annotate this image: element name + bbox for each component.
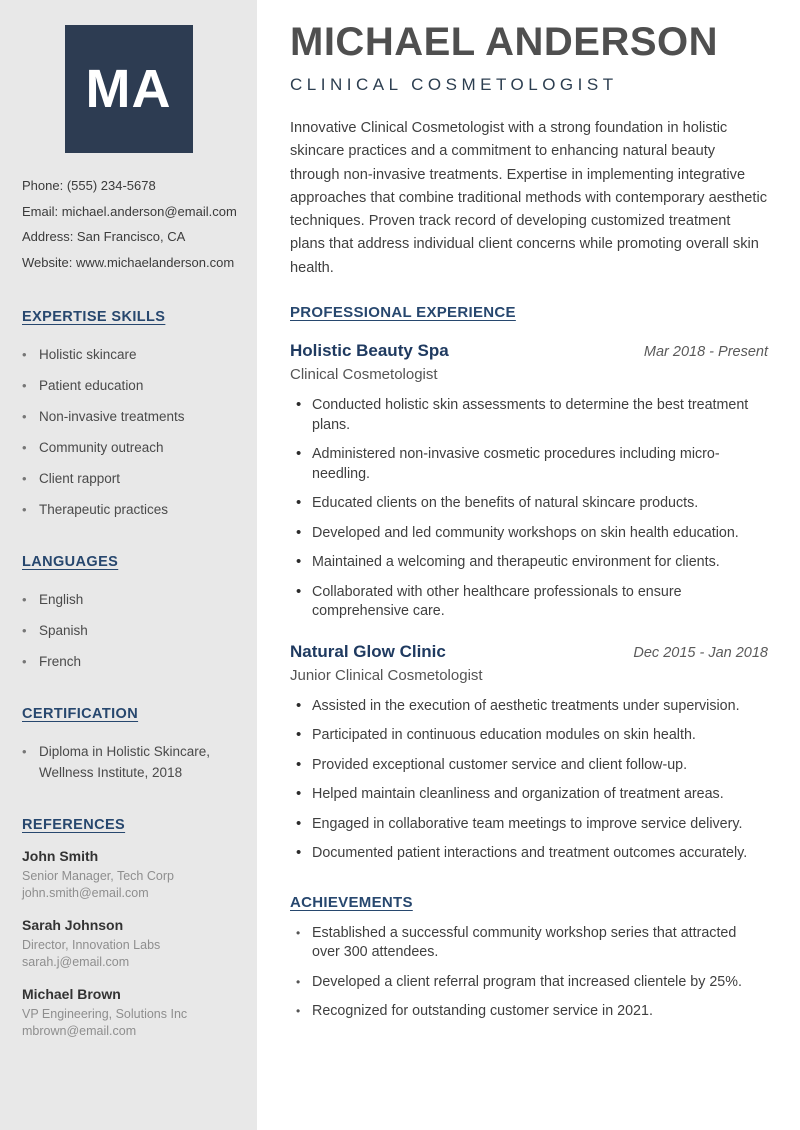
languages-list [22, 589, 235, 672]
reference-entry [22, 917, 235, 971]
achievements-heading: ACHIEVEMENTS [290, 893, 413, 911]
company-name: Natural Glow Clinic [290, 641, 446, 661]
summary-paragraph: Innovative Clinical Cosmetologist with a strong foundation in holistic skincare practices and a commitment to enhancing natural beauty through non-invasive treatments. Expertise in implementing integrative approaches that combine traditional methods with contemporary aesthetic techniques. Proven track record of developing customized treatment plans that address individual client concerns while promoting overall skin health. [290, 120, 767, 276]
list-item: • Spanish [22, 620, 235, 641]
bullet-item: • Documented patient interactions and treatment outcomes accurately. [290, 844, 768, 864]
achievements-list [290, 924, 768, 1022]
reference-role: Senior Manager, Tech Corp [22, 869, 174, 883]
bullet-item: • Established a successful community workshop series that attracted over 300 attendees. [290, 924, 768, 963]
contact-website: Website: www.michaelanderson.com [22, 254, 235, 270]
monogram-badge [65, 25, 193, 153]
bullet-item: • Administered non-invasive cosmetic procedures including micro-needling. [290, 445, 768, 484]
contact-email: Email: michael.anderson@email.com [22, 203, 237, 219]
reference-name: Sarah Johnson [22, 917, 124, 933]
bullet-item: • Recognized for outstanding customer service in 2021. [290, 1002, 768, 1022]
candidate-name: MICHAEL ANDERSON [290, 20, 719, 64]
bullet-item: • Collaborated with other healthcare professionals to ensure comprehensive care. [290, 583, 768, 622]
bullet-item: • Provided exceptional customer service and client follow-up. [290, 756, 768, 776]
contact-info [22, 173, 235, 275]
languages-heading: LANGUAGES [22, 554, 119, 570]
bullet-item: • Developed and led community workshops on skin health education. [290, 524, 768, 544]
company-name: Holistic Beauty Spa [290, 341, 449, 361]
list-item: • Patient education [22, 375, 235, 396]
reference-email: mbrown@email.com [22, 1024, 137, 1038]
certification-heading: CERTIFICATION [22, 706, 139, 722]
experience-heading: PROFESSIONAL EXPERIENCE [290, 304, 516, 322]
list-item: • Holistic skincare [22, 344, 235, 365]
contact-address: Address: San Francisco, CA [22, 229, 186, 244]
reference-entry [22, 848, 235, 902]
main-content [257, 0, 800, 1130]
bullet-item: • Assisted in the execution of aesthetic treatments under supervision. [290, 697, 768, 717]
job-dates: Dec 2015 - Jan 2018 [633, 644, 768, 661]
job-header [290, 341, 768, 361]
job-header [290, 642, 768, 662]
reference-email: john.smith@email.com [22, 886, 149, 900]
list-item: • Community outreach [22, 437, 235, 458]
reference-role: VP Engineering, Solutions Inc [22, 1007, 188, 1021]
bullet-item: • Maintained a welcoming and therapeutic environment for clients. [290, 553, 768, 573]
bullet-item: • Developed a client referral program that increased clientele by 25%. [290, 973, 768, 993]
reference-entry [22, 986, 235, 1040]
job-dates: Mar 2018 - Present [643, 344, 768, 361]
list-item: • English [22, 589, 235, 610]
monogram-initials: MA [85, 59, 172, 119]
job-bullets [290, 697, 768, 864]
skills-heading: EXPERTISE SKILLS [22, 309, 166, 325]
bullet-item: • Conducted holistic skin assessments to determine the best treatment plans. [290, 396, 768, 435]
reference-name: Michael Brown [22, 986, 121, 1002]
bullet-item: • Educated clients on the benefits of natural skincare products. [290, 494, 768, 514]
reference-email: sarah.j@email.com [22, 955, 130, 969]
list-item: • French [22, 651, 235, 672]
candidate-title: CLINICAL COSMETOLOGIST [290, 75, 618, 94]
bullet-item: • Helped maintain cleanliness and organization of treatment areas. [290, 785, 768, 805]
job-role: Clinical Cosmetologist [290, 366, 438, 384]
certification-list [22, 741, 235, 783]
skills-list [22, 344, 235, 520]
job-bullets [290, 396, 768, 622]
bullet-item: • Engaged in collaborative team meetings to improve service delivery. [290, 815, 768, 835]
reference-name: John Smith [22, 848, 99, 864]
experience-job [290, 642, 768, 864]
bullet-item: • Participated in continuous education modules on skin health. [290, 726, 768, 746]
list-item: • Therapeutic practices [22, 499, 235, 520]
contact-phone: Phone: (555) 234-5678 [22, 178, 156, 193]
list-item: • Diploma in Holistic Skincare, Wellness Institute, 2018 [22, 741, 235, 783]
list-item: • Client rapport [22, 468, 235, 489]
reference-role: Director, Innovation Labs [22, 938, 161, 952]
list-item: • Non-invasive treatments [22, 406, 235, 427]
experience-job [290, 341, 768, 622]
references-heading: REFERENCES [22, 817, 126, 833]
job-role: Junior Clinical Cosmetologist [290, 666, 483, 684]
sidebar [0, 0, 257, 1130]
